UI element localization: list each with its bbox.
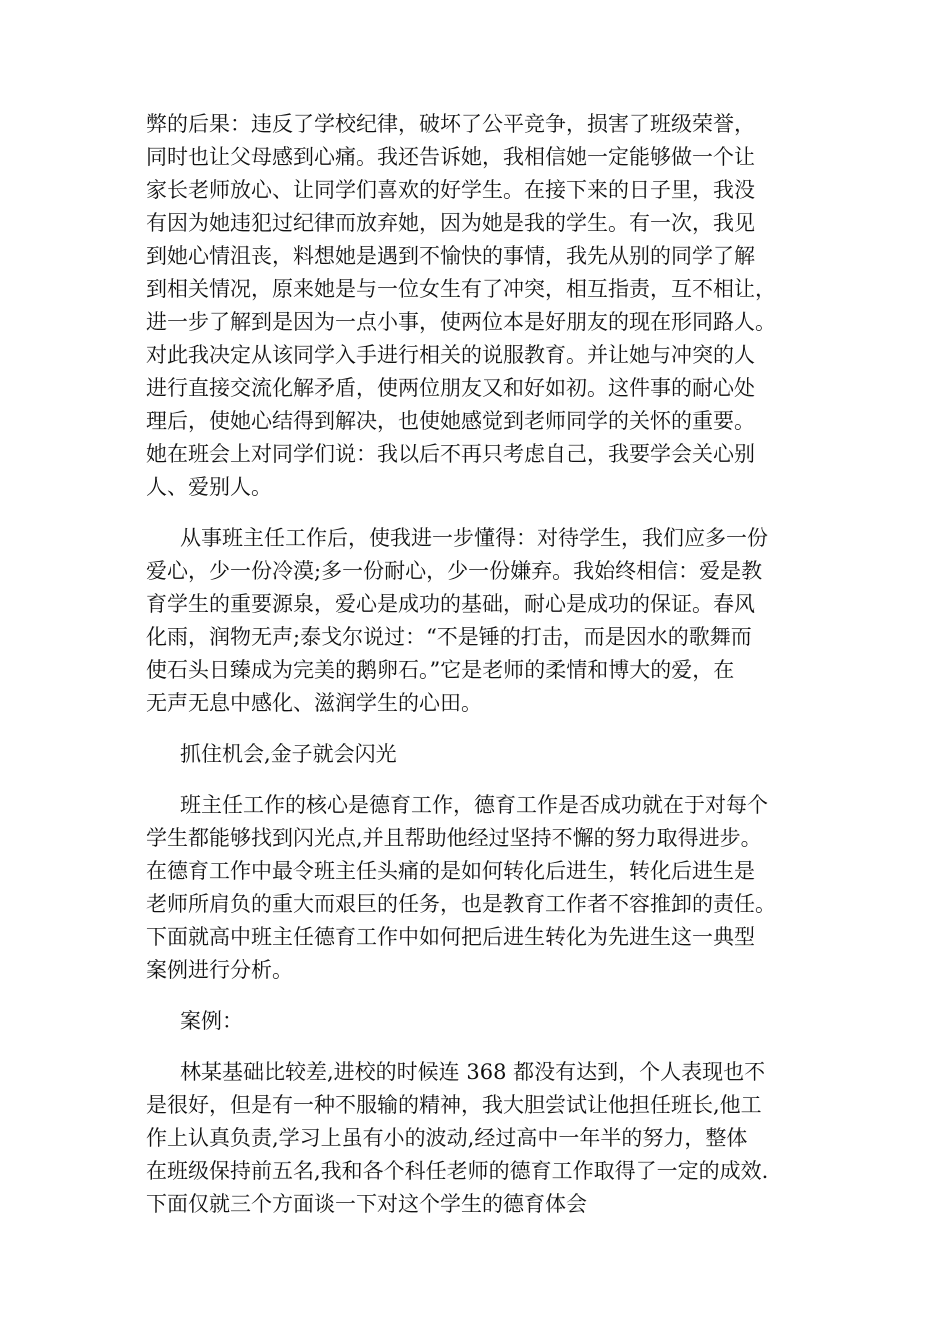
text-line: 在班级保持前五名,我和各个科任老师的德育工作取得了一定的成效. (146, 1159, 769, 1183)
heading-line: 抓住机会,金子就会闪光 (180, 742, 397, 766)
text-line: 进一步了解到是因为一点小事，使两位本是好朋友的现在形同路人。 (146, 310, 776, 334)
text-line: 下面就高中班主任德育工作中如何把后进生转化为先进生这一典型 (146, 925, 755, 949)
text-line: 作上认真负责,学习上虽有小的波动,经过高中一年半的努力，整体 (146, 1126, 748, 1150)
text-line: 学生都能够找到闪光点,并且帮助他经过坚持不懈的努力取得进步。 (146, 826, 762, 850)
text-line: 在德育工作中最令班主任头痛的是如何转化后进生，转化后进生是 (146, 859, 755, 883)
text-line: 到她心情沮丧，料想她是遇到不愉快的事情，我先从别的同学了解 (146, 244, 755, 268)
section-heading-case (146, 1005, 826, 1038)
text-line: 育学生的重要源泉，爱心是成功的基础，耐心是成功的保证。春风 (146, 592, 755, 616)
text-line: 进行直接交流化解矛盾，使两位朋友又和好如初。这件事的耐心处 (146, 376, 755, 400)
text-line: 理后，使她心结得到解决，也使她感觉到老师同学的关怀的重要。 (146, 409, 755, 433)
heading-line: 案例： (180, 1009, 243, 1033)
text-line: 是很好，但是有一种不服输的精神，我大胆尝试让他担任班长,他工 (146, 1093, 762, 1117)
text-line: 弊的后果：违反了学校纪律，破坏了公平竞争，损害了班级荣誉， (146, 112, 755, 136)
paragraph-love-and-patience (146, 522, 826, 720)
text-line: 老师所肩负的重大而艰巨的任务，也是教育工作者不容推卸的责任。 (146, 892, 776, 916)
text-line: 化雨，润物无声;泰戈尔说过：“不是锤的打击，而是因水的歌舞而 (146, 625, 752, 649)
text-line: 案例进行分析。 (146, 958, 293, 982)
text-line: 同时也让父母感到心痛。我还告诉她，我相信她一定能够做一个让 (146, 145, 755, 169)
text-line: 到相关情况，原来她是与一位女生有了冲突，相互指责，互不相让， (146, 277, 776, 301)
text-line: 家长老师放心、让同学们喜欢的好学生。在接下来的日子里，我没 (146, 178, 755, 202)
text-line: 爱心，少一份冷漠;多一份耐心，少一份嫌弃。我始终相信：爱是教 (146, 559, 763, 583)
text-line: 人、爱别人。 (146, 475, 272, 499)
paragraph-student-conflict (146, 108, 826, 504)
text-line: 对此我决定从该同学入手进行相关的说服教育。并让她与冲突的人 (146, 343, 755, 367)
text-line: 使石头日臻成为完美的鹅卵石。”它是老师的柔情和博大的爱，在 (146, 658, 735, 682)
paragraph-case-description (146, 1056, 826, 1221)
text-line: 班主任工作的核心是德育工作，德育工作是否成功就在于对每个 (180, 793, 768, 817)
section-heading-seize-opportunity (146, 738, 826, 771)
document-body (146, 108, 826, 1239)
text-line: 下面仅就三个方面谈一下对这个学生的德育体会 (146, 1192, 587, 1216)
text-line: 从事班主任工作后，使我进一步懂得：对待学生，我们应多一份 (180, 526, 768, 550)
text-line: 林某基础比较差,进校的时候连 368 都没有达到，个人表现也不 (180, 1060, 766, 1084)
paragraph-moral-education-core (146, 789, 826, 987)
text-line: 她在班会上对同学们说：我以后不再只考虑自己，我要学会关心别 (146, 442, 755, 466)
text-line: 有因为她违犯过纪律而放弃她，因为她是我的学生。有一次，我见 (146, 211, 755, 235)
text-line: 无声无息中感化、滋润学生的心田。 (146, 691, 482, 715)
